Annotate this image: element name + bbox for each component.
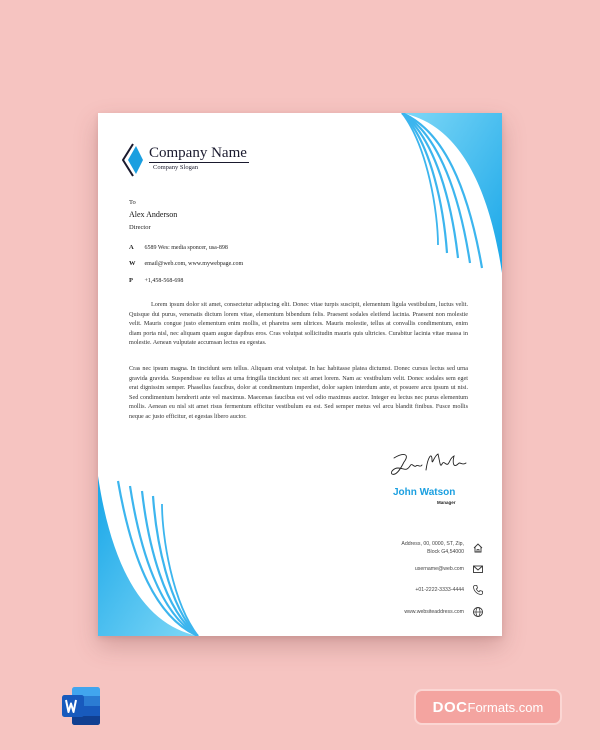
contact-web-row <box>129 260 243 267</box>
letterhead-page <box>98 113 502 636</box>
phone-icon <box>472 584 484 596</box>
contact-key: W <box>129 260 136 267</box>
contact-key: P <box>129 277 133 284</box>
signer-name: John Watson <box>393 487 456 498</box>
contact-address-row <box>129 244 228 251</box>
to-label: To <box>129 199 136 206</box>
recipient-name: Alex Anderson <box>129 210 178 219</box>
contact-value: +1,458-568-698 <box>144 278 184 284</box>
company-slogan: Company Slogan <box>153 164 198 171</box>
top-right-wave-decoration <box>382 113 502 273</box>
docformats-brand-badge[interactable] <box>414 689 562 725</box>
envelope-icon <box>472 563 484 575</box>
body-paragraph: Lorem ipsum dolor sit amet, consectetur adipiscing elit. Donec vitae turpis suscipit, elementum ligula vestibulum, luctus velit. Quisque dui purus, venenatis dictum lorem vitae, elementum bibendum felis. Praesent sodales eleifend lacinia. Praesent non molestie velit. Mauris congue justo elementum enim mollis, et pharetra sem ultrices. Mauris molestie, tellus at convallis condimentum, enim diam porta nisl, nec aliquam quam augue dapibus eros. Cras volutpat sollicitudin mauris quis ultricies. Curabitur lacinia vitae massa in molestie. Aenean vulputate accumsan lectus eu egestas. <box>129 301 468 347</box>
company-logo-icon <box>122 143 144 177</box>
microsoft-word-icon <box>60 686 102 726</box>
footer-email: username@web.com <box>414 566 464 572</box>
brand-formats-text: Formats.com <box>467 699 544 715</box>
contact-key: A <box>129 244 134 251</box>
bottom-left-wave-decoration <box>98 476 218 636</box>
body-paragraph: Cras nec ipsum magna. In tincidunt sem tellus. Aliquam erat volutpat. In hac habitasse platea dictumst. Donec cursus lectus sed urna gravida gravida. Suspendisse eu tellus at urna fringilla tincidunt nec sit amet lorem. Nam ac vestibulum velit. Donec sodales sem eget erat dignissim semper. Phasellus faucibus, dolor at condimentum imperdiet, dolor sapien interdum ante, et posuere arcu ipsum ut nisi. Sed condimentum hendrerit ante vel maximus. Maecenas faucibus est vel odio maximus auctor. Integer eu lectus nec purus elementum mollis. Aenean eu nisl sit amet risus fermentum efficitur vestibulum eu est. Sed semper metus vel arcu blandit finibus. Fusce mollis neque ac justo efficitur, et egestas libero auctor. <box>129 365 468 420</box>
footer-phone: +01-2222-3333-4444 <box>415 587 464 593</box>
contact-value: email@web.com, www.mywebpage.com <box>144 261 244 267</box>
signer-role: Manager <box>437 500 456 505</box>
contact-phone-row <box>129 277 183 284</box>
footer-address-line: Block G4,54000 <box>427 549 464 555</box>
company-name: Company Name <box>149 145 247 161</box>
footer-address-line: Address, 00, 0000, ST, Zip, <box>401 541 464 547</box>
home-icon <box>472 542 484 554</box>
footer-website: www.websiteaddress.com <box>404 609 464 615</box>
contact-value: 6589 Wes: media sponcer, usa-898 <box>144 245 228 251</box>
brand-doc-text: DOC <box>432 698 468 716</box>
recipient-title: Director <box>129 224 151 231</box>
footer-address <box>401 540 464 556</box>
handwritten-signature <box>388 448 468 482</box>
globe-icon <box>472 606 484 618</box>
